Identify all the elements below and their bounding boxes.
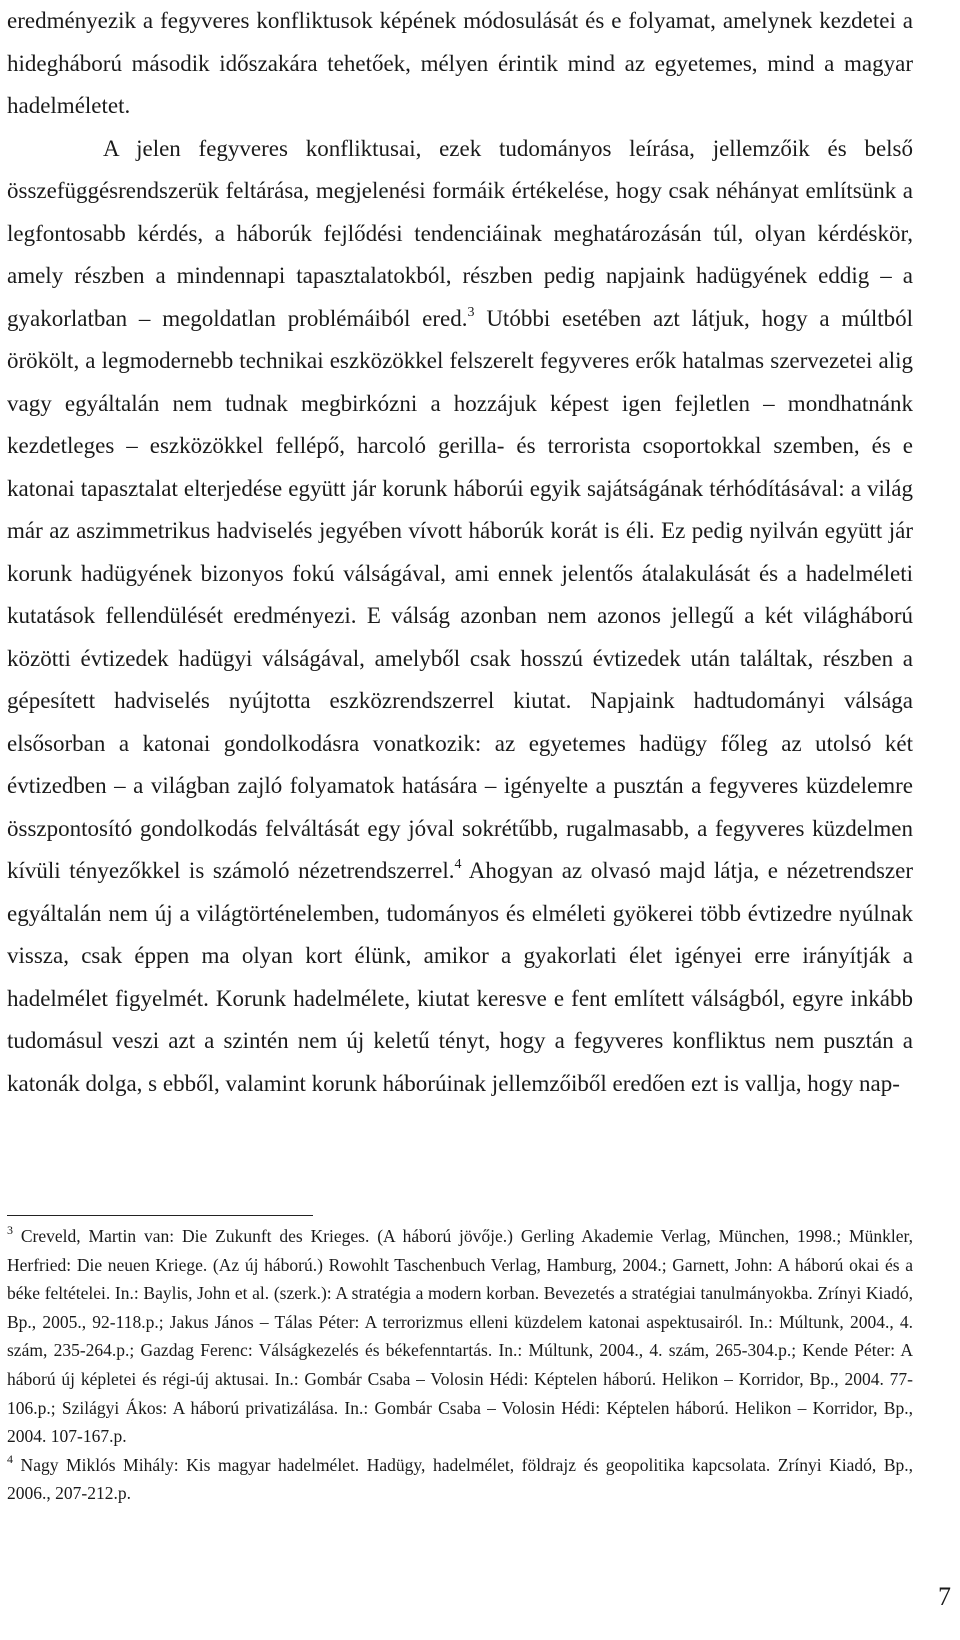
footnotes bbox=[7, 1222, 913, 1508]
footnote-number: 4 bbox=[7, 1451, 13, 1466]
footnote-3 bbox=[7, 1222, 913, 1451]
paragraph-1: eredményezik a fegyveres konfliktusok képének módosulását és e folyamat, amelynek kezdetei a hidegháború második időszakára tehetőek, mélyen érintik mind az egyetemes, mind a magyar hadelméletet. bbox=[7, 8, 913, 118]
footnote-ref-3: 3 bbox=[467, 304, 475, 320]
footnote-text: Creveld, Martin van: Die Zukunft des Krieges. (A háború jövője.) Gerling Akademie Verlag, München, 1998.; Münkler, Herfried: Die neuen Kriege. (Az új háború.) Rowohlt Taschenbuch Verlag, Hamburg, 2004.; Garnett, John: A háború okai és a béke feltételei. In.: Baylis, John et al. (szerk.): A stratégia a modern korban. Bevezetés a stratégiai tanulmányokba. Zrínyi Kiadó, Bp., 2005., 92-118.p.; Jakus János – Tálas Péter: A terrorizmus elleni küzdelem katonai aspektusairól. In.: Múltunk, 2004., 4. szám, 235-264.p.; Gazdag Ferenc: Válságkezelés és békefenntartás. In.: Múltunk, 2004., 4. szám, 265-304.p.; Kende Péter: A háború új képletei és régi-új aktusai. In.: Gombár Csaba – Volosin Hédi: Képtelen háború. Helikon – Korridor, Bp., 2004. 77-106.p.; Szilágyi Ákos: A háború privatizálása. In.: Gombár Csaba – Volosin Hédi: Képtelen háború. Helikon – Korridor, Bp., 2004. 107-167.p. bbox=[7, 1226, 913, 1447]
paragraph-2-text-c: Ahogyan az olvasó majd látja, e nézetrendszer egyáltalán nem új a világtörténelemben, tudományos és elméleti gyökerei több évtizedre nyúlnak vissza, csak éppen ma olyan kort élünk, amikor a gyakorlati élet igényei erre irányítják a hadelmélet figyelmét. Korunk hadelmélete, kiutat keresve e fent említett válságból, egyre inkább tudomásul veszi azt a szintén nem új keletű tényt, hogy a fegyveres konfliktus nem pusztán a katonák dolga, s ebből, valamint korunk háborúinak jellemzőiből eredően ezt is vallja, hogy nap- bbox=[7, 858, 913, 1096]
paragraph-2-text-a: A jelen fegyveres konfliktusai, ezek tudományos leírása, jellemzőik és belső összefüggésrendszerük feltárása, megjelenési formáik értékelése, hogy csak néhányat említsünk a legfontosabb kérdés, a háborúk fejlődési tendenciáinak meghatározásán túl, olyan kérdéskör, amely részben a mindennapi tapasztalatokból, részben pedig napjaink hadügyének eddig – a gyakorlatban – megoldatlan problémáiból ered. bbox=[7, 135, 913, 331]
page-number: 7 bbox=[938, 1582, 951, 1611]
document-page bbox=[7, 0, 913, 1105]
paragraph-2 bbox=[7, 128, 913, 1106]
body-text bbox=[7, 0, 913, 1105]
footnote-ref-4: 4 bbox=[454, 857, 462, 872]
footnote-text: Nagy Miklós Mihály: Kis magyar hadelmélet. Hadügy, hadelmélet, földrajz és geopolitika kapcsolata. Zrínyi Kiadó, Bp., 2006., 207-212.p. bbox=[7, 1454, 913, 1504]
footnote-4 bbox=[7, 1451, 913, 1508]
footnote-number: 3 bbox=[7, 1223, 13, 1237]
paragraph-2-text-b: Utóbbi esetében azt látjuk, hogy a múltból örökölt, a legmodernebb technikai eszközökkel felszerelt fegyveres erők hatalmas szervezetei alig vagy egyáltalán nem tudnak megbirkózni a hozzájuk képest igen fejletlen – mondhatnánk kezdetleges – eszközökkel fellépő, harcoló gerilla- és terrorista csoportokkal szemben, és e katonai tapasztalat elterjedése együtt jár korunk háborúi egyik sajátságának térhódításával: a világ már az aszimmetrikus hadviselés jegyében vívott háborúk korát is éli. Ez pedig nyilván együtt jár korunk hadügyének bizonyos fokú válságával, ami ennek jelentős átalakulását és a hadelméleti kutatások fellendülését eredményezi. E válság azonban nem azonos jellegű a két világháború közötti évtizedek hadügyi válságával, amelyből csak hosszú évtizedek után találtak, részben a gépesített hadviselés nyújtotta eszközrendszerrel kiutat. Napjaink hadtudományi válsága elsősorban a katonai gondolkodásra vonatkozik: az egyetemes hadügy főleg az utolsó két évtizedben – a világban zajló folyamatok hatására – igényelte a pusztán a fegyveres küzdelemre összpontosító gondolkodás felváltását egy jóval sokrétűbb, rugalmasabb, a fegyveres küzdelmen kívüli tényezőkkel is számoló nézetrendszerrel. bbox=[7, 305, 913, 883]
footnote-separator bbox=[7, 1215, 313, 1216]
